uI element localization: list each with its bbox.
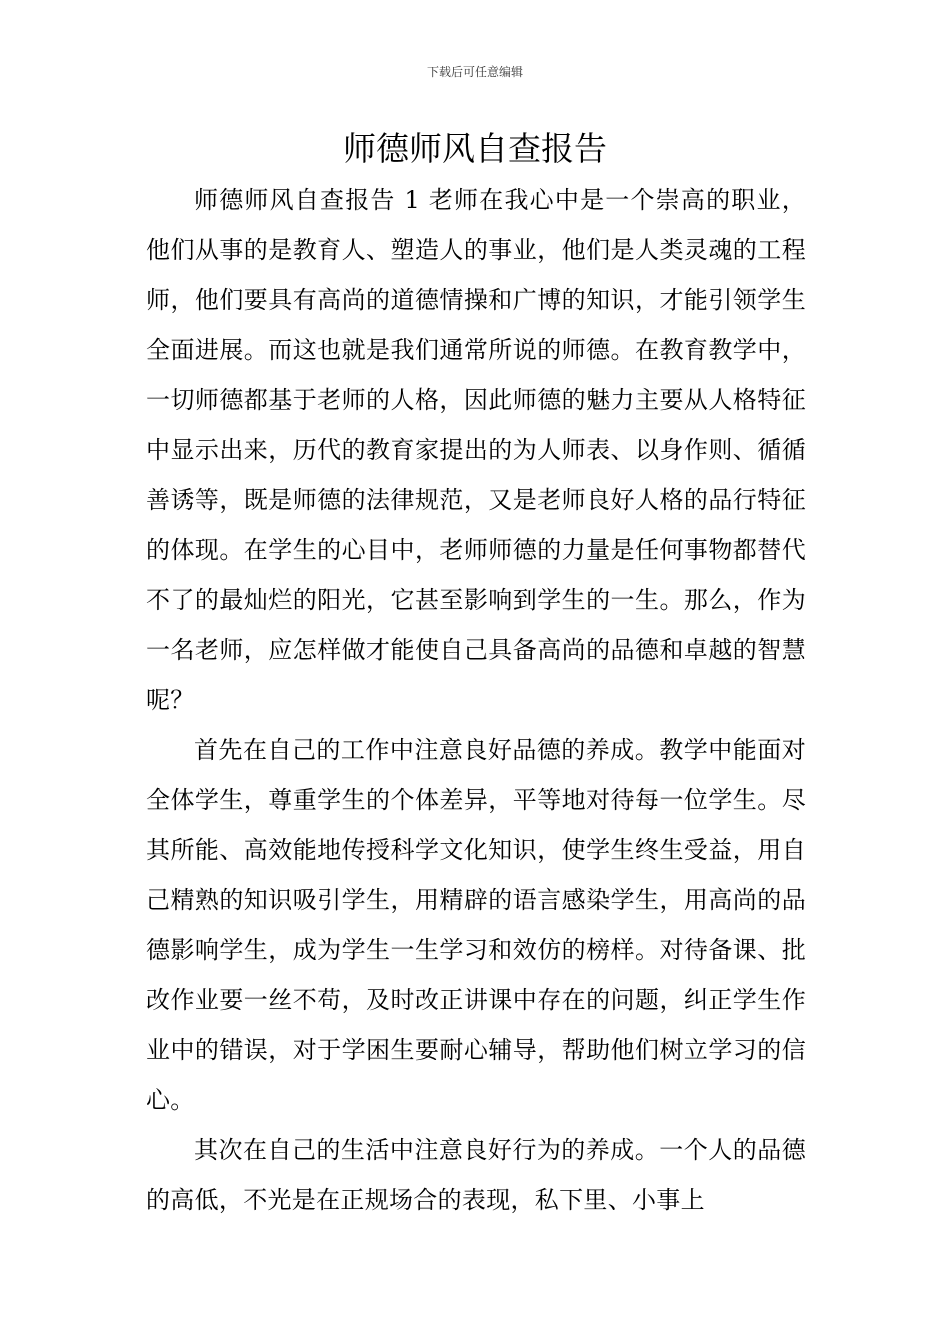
document-title: 师德师风自查报告 — [343, 129, 607, 168]
header-note: 下载后可任意编辑 — [426, 65, 523, 79]
paragraph-3: 其次在自己的生活中注意良好行为的养成。一个人的品德的高低，不光是在正规场合的表现，私下里、小事上 — [146, 1136, 806, 1214]
paragraph-2: 首先在自己的工作中注意良好品德的养成。教学中能面对全体学生，尊重学生的个体差异，平等地对待每一位学生。尽其所能、高效能地传授科学文化知识，使学生终生受益，用自己精熟的知识吸引学生，用精辟的语言感染学生，用高尚的品德影响学生，成为学生一生学习和效仿的榜样。对待备课、批改作业要一丝不苟，及时改正讲课中存在的问题，纠正学生作业中的错误，对于学困生要耐心辅导，帮助他们树立学习的信心。 — [146, 736, 806, 1114]
document-body — [146, 175, 806, 1225]
paragraph-1: 师德师风自查报告 1 老师在我心中是一个崇高的职业，他们从事的是教育人、塑造人的事业，他们是人类灵魂的工程师，他们要具有高尚的道德情操和广博的知识，才能引领学生全面进展。而这也就是我们通常所说的师德。在教育教学中，一切师德都基于老师的人格，因此师德的魅力主要从人格特征中显示出来，历代的教育家提出的为人师表、以身作则、循循善诱等，既是师德的法律规范，又是老师良好人格的品行特征的体现。在学生的心目中，老师师德的力量是任何事物都替代不了的最灿烂的阳光，它甚至影响到学生的一生。那么，作为一名老师，应怎样做才能使自己具备高尚的品德和卓越的智慧呢？ — [146, 186, 806, 714]
